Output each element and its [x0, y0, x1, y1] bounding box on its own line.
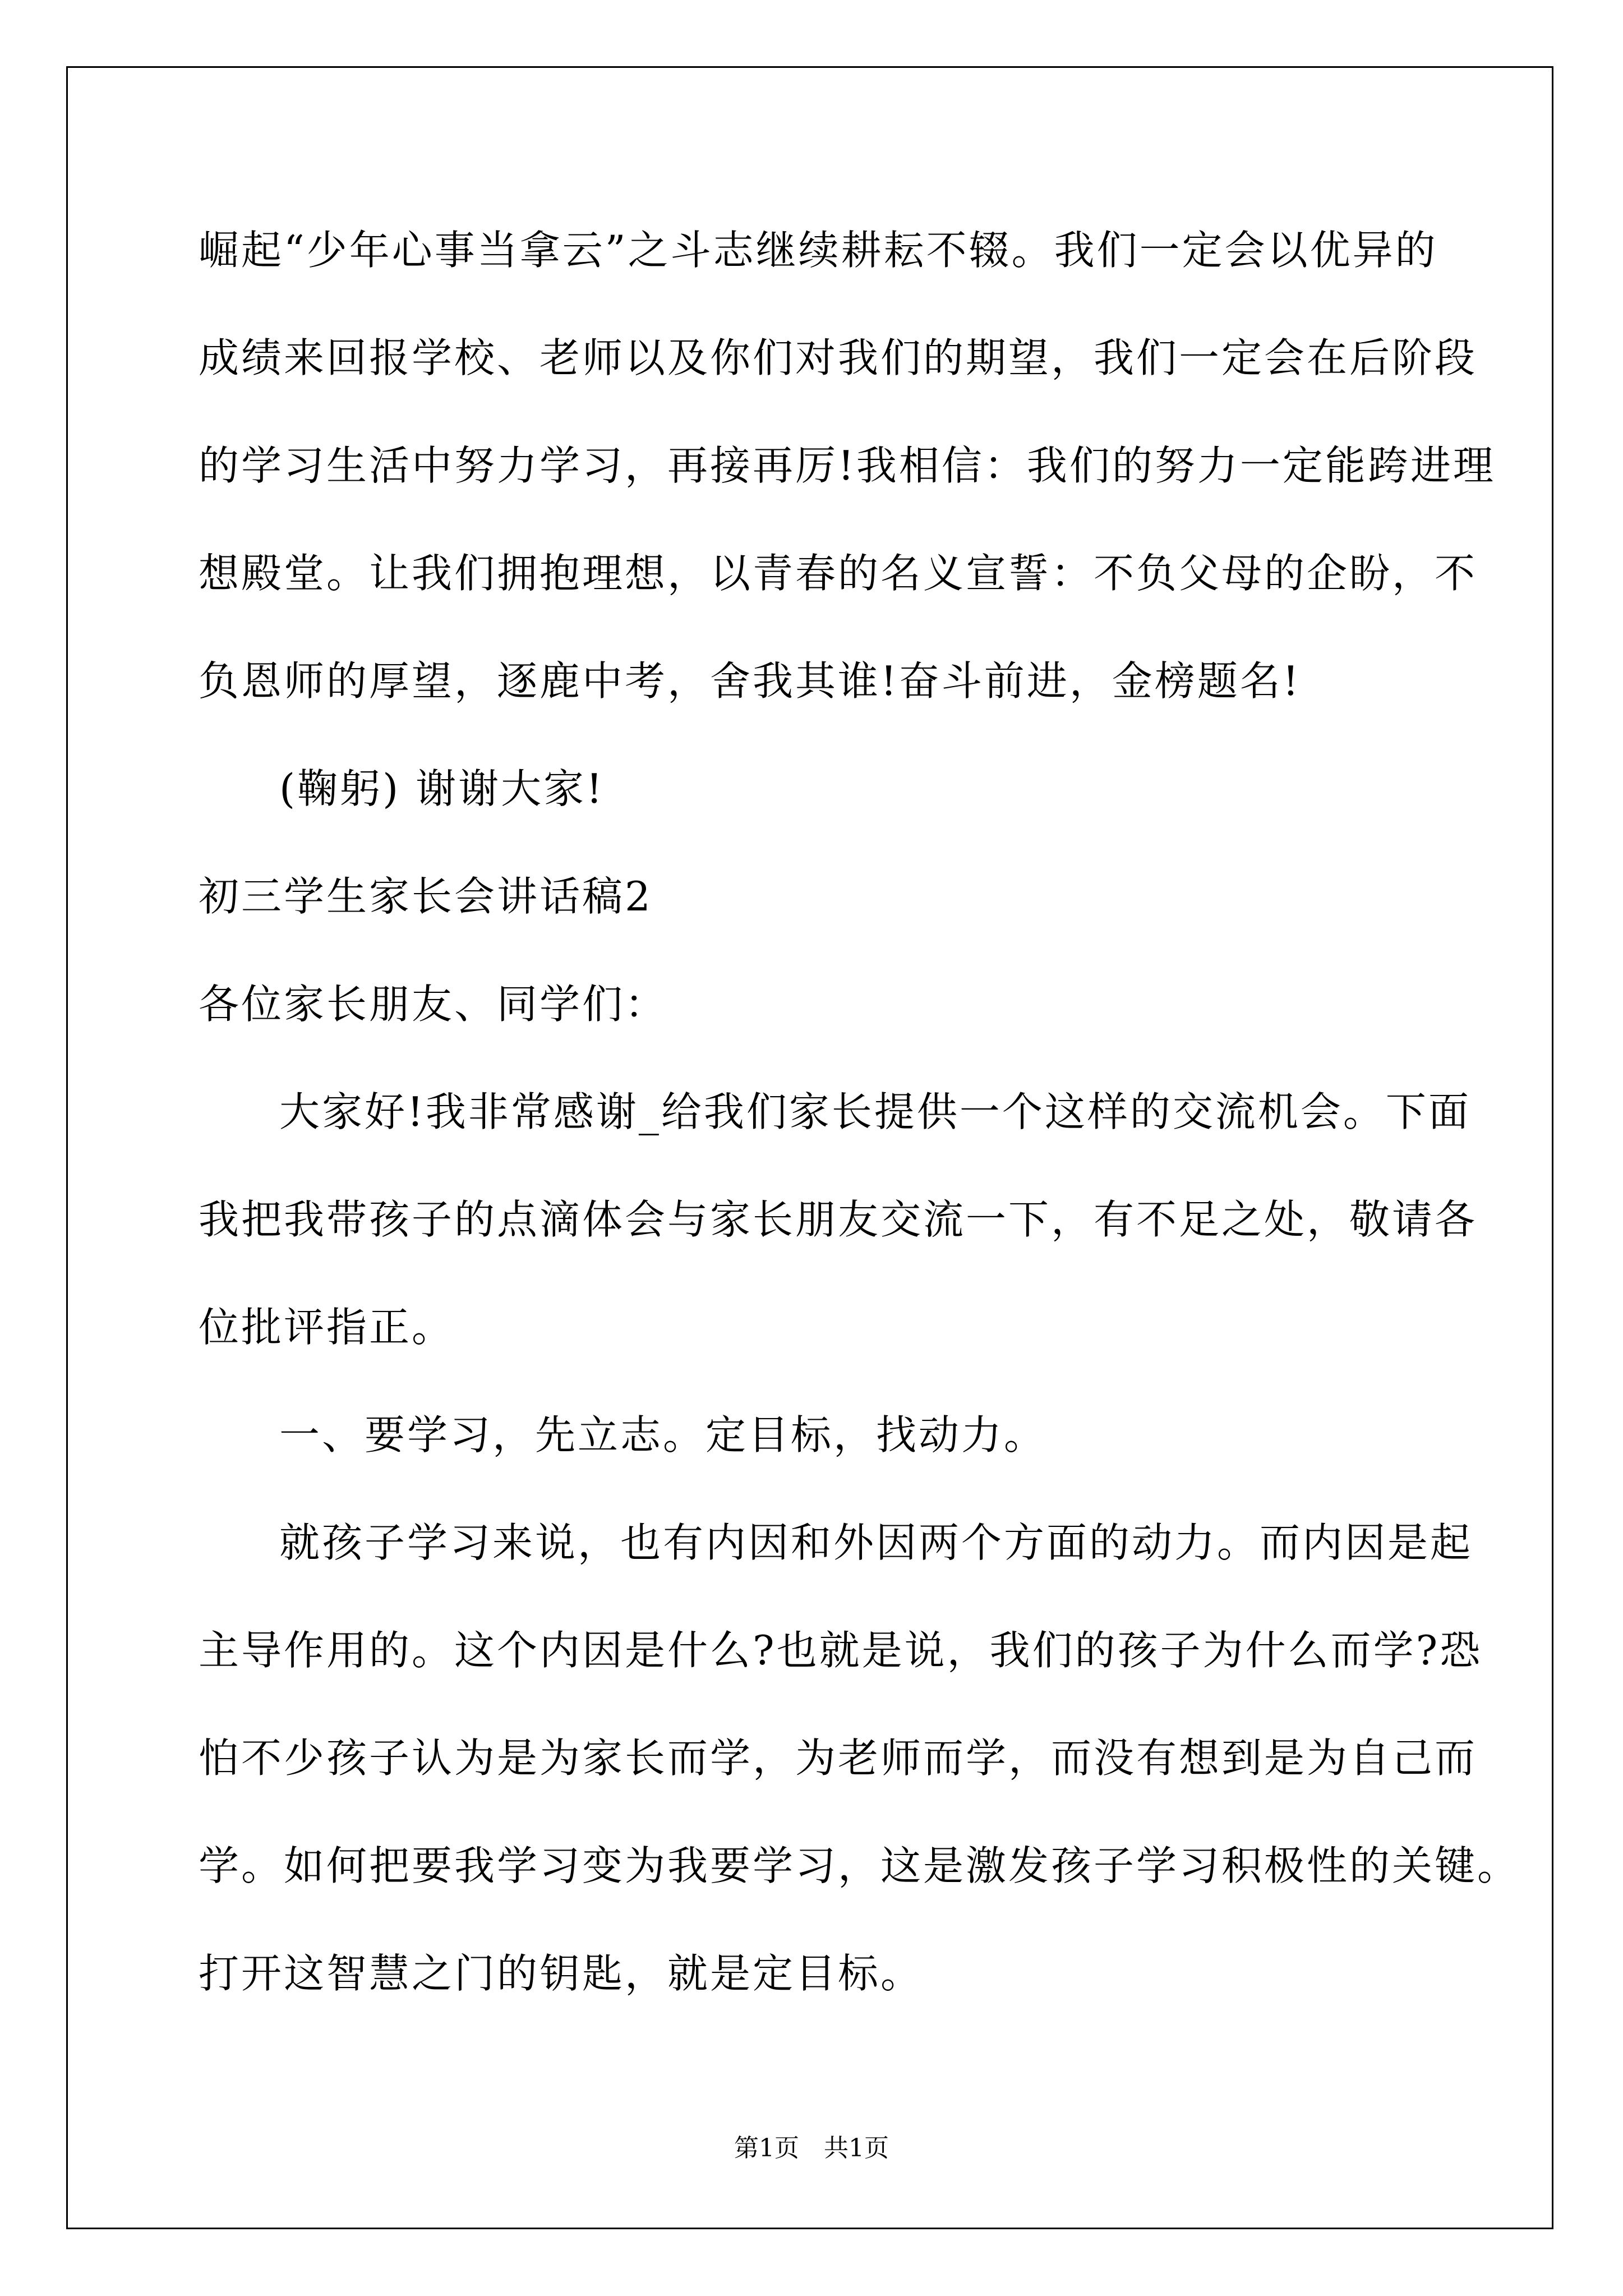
paragraph-line: 主导作用的。这个内因是什么?也就是说，我们的孩子为什么而学?恐: [199, 1627, 1483, 1674]
section-title: 初三学生家长会讲话稿2: [199, 873, 653, 920]
paragraph-line: 想殿堂。让我们拥抱理想，以青春的名义宣誓：不负父母的企盼，不: [199, 550, 1478, 597]
paragraph-line: 就孩子学习来说，也有内因和外因两个方面的动力。而内因是起: [279, 1519, 1473, 1566]
bow-thanks-line: (鞠躬) 谢谢大家!: [279, 765, 605, 812]
salutation: 各位家长朋友、同学们：: [199, 981, 668, 1028]
paragraph-line: 负恩师的厚望，逐鹿中考，舍我其谁!奋斗前进，金榜题名!: [199, 657, 1301, 705]
paragraph-line: 打开这智慧之门的钥匙，就是定目标。: [199, 1950, 924, 1997]
paragraph-line: 怕不少孩子认为是为家长而学，为老师而学，而没有想到是为自己而: [199, 1734, 1478, 1782]
paragraph-line: 崛起“少年心事当拿云”之斗志继续耕耘不辍。我们一定会以优异的: [199, 227, 1438, 274]
paragraph-line: 我把我带孩子的点滴体会与家长朋友交流一下，有不足之处，敬请各: [199, 1196, 1478, 1243]
subsection-heading: 一、要学习，先立志。定目标，找动力。: [279, 1411, 1047, 1458]
page-footer: 第1页 共1页: [734, 2134, 889, 2162]
page-border: [66, 66, 1553, 2229]
paragraph-line: 成绩来回报学校、老师以及你们对我们的期望，我们一定会在后阶段: [199, 334, 1478, 381]
paragraph-line: 位批评指正。: [199, 1304, 455, 1351]
paragraph-line: 大家好!我非常感谢_给我们家长提供一个这样的交流机会。下面: [279, 1088, 1471, 1135]
paragraph-line: 学。如何把要我学习变为我要学习，这是激发孩子学习积极性的关键。: [199, 1842, 1520, 1889]
paragraph-line: 的学习生活中努力学习，再接再厉!我相信：我们的努力一定能跨进理: [199, 442, 1496, 489]
